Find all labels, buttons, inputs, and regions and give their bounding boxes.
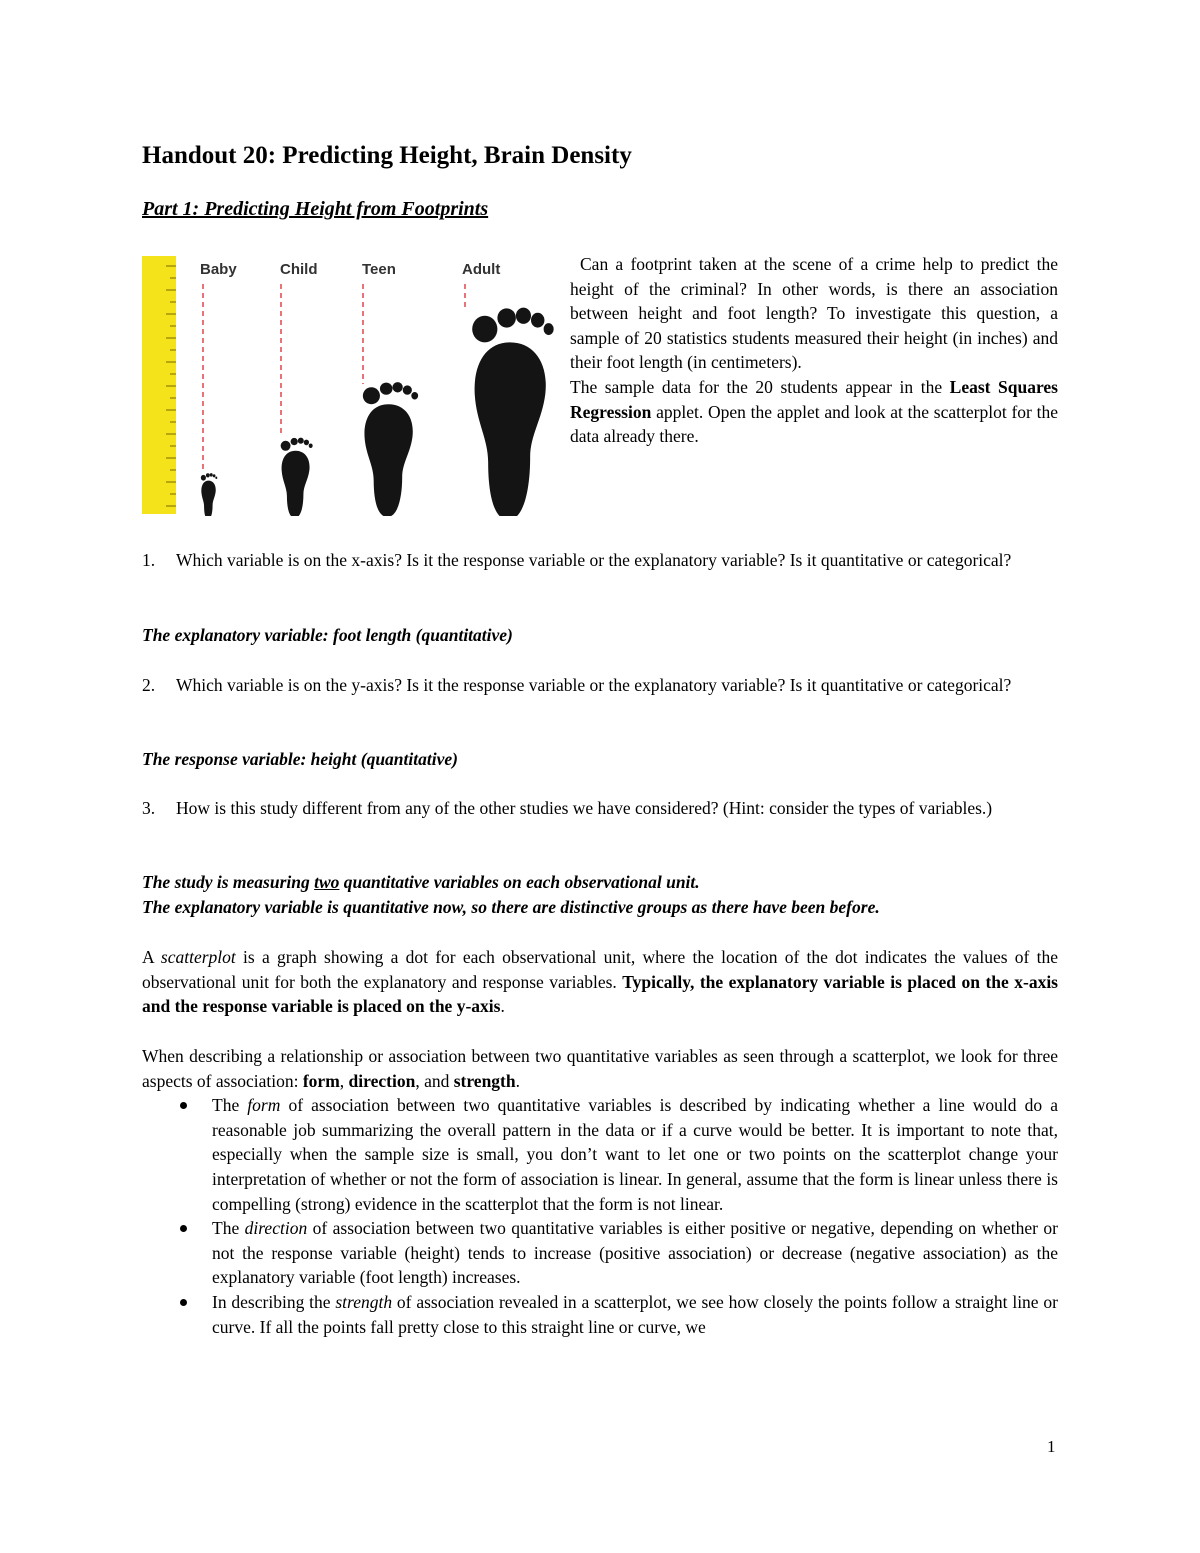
bullet-direction-b: of association between two quantitative variables is either positive or negative, depending on whether or not the response variable (height) tends to increase (positive association) or decrease (negative association) as the explanatory variable (foot length) increases. xyxy=(212,1218,1058,1288)
association-bullet-list xyxy=(142,1093,1058,1339)
question-3 xyxy=(142,796,1058,821)
bullet-direction-text xyxy=(212,1216,1058,1290)
part1-heading: Part 1: Predicting Height from Footprints xyxy=(142,198,489,220)
sep-end: . xyxy=(515,1070,520,1091)
scatterplot-definition xyxy=(142,945,1058,1019)
bullet-icon xyxy=(142,1093,212,1216)
bullet-form xyxy=(142,1093,1058,1216)
bullet-direction-a: The xyxy=(212,1218,245,1239)
label-adult: Adult xyxy=(462,261,501,278)
bullet-strength-text xyxy=(212,1290,1058,1339)
scatter-bold-text: Typically, the explanatory variable is placed on the x-axis and the response variable is placed on the y-axis xyxy=(142,971,1058,1017)
association-section xyxy=(142,1044,1058,1339)
term-direction: direction xyxy=(348,1070,416,1091)
bullet-strength xyxy=(142,1290,1058,1339)
child-footprint xyxy=(281,438,313,516)
question-2-number: 2. xyxy=(142,675,156,695)
page-number: 1 xyxy=(1047,1437,1056,1456)
bullet-form-term: form xyxy=(247,1095,281,1116)
answer-3-line-1 xyxy=(142,870,1058,895)
bullet-form-text xyxy=(212,1093,1058,1216)
teen-footprint xyxy=(363,382,418,516)
ruler xyxy=(142,256,176,514)
scatterplot-term: scatterplot xyxy=(160,947,236,967)
intro-paragraph xyxy=(570,252,1058,449)
bullet-direction-term: direction xyxy=(244,1218,308,1239)
bullet-direction xyxy=(142,1216,1058,1290)
adult-footprint xyxy=(472,308,553,516)
answer-3 xyxy=(142,870,1058,919)
intro-text-1: Can a footprint taken at the scene of a crime help to predict the height of the criminal? In other words, is there an association between height and foot length? To investigate this question, a sample of 20 statistics students measured their height (in inches) and their foot length (in centimeters). xyxy=(570,254,1058,373)
answer-3-line-2: The explanatory variable is quantitative now, so there are distinctive groups as there have been before. xyxy=(142,896,880,917)
question-1 xyxy=(142,548,1058,573)
term-form: form xyxy=(302,1070,340,1091)
question-3-text: How is this study different from any of the other studies we have considered? (Hint: consider the types of variables.) xyxy=(176,798,993,818)
bullet-strength-term: strength xyxy=(335,1291,393,1312)
page-title: Handout 20: Predicting Height, Brain Density xyxy=(142,142,632,169)
sep-2: , and xyxy=(415,1070,454,1091)
bullet-form-a: The xyxy=(212,1095,248,1116)
baby-footprint xyxy=(201,473,217,516)
question-2-text: Which variable is on the y-axis? Is it the response variable or the explanatory variable? Is it quantitative or categorical? xyxy=(176,675,1012,695)
bullet-strength-a: In describing the xyxy=(212,1291,336,1312)
bullet-strength-b: of association revealed in a scatterplot, we see how closely the points follow a straight line or curve. If all the points fall pretty close to this straight line or curve, we xyxy=(212,1291,1058,1337)
bullet-icon xyxy=(142,1216,212,1290)
label-child: Child xyxy=(280,261,318,278)
question-2 xyxy=(142,673,1058,698)
applet-name: Least Squares Regression xyxy=(570,376,1058,422)
label-teen: Teen xyxy=(362,261,396,278)
intro-text-2b: applet. Open the applet and look at the scatterplot for the data already there. xyxy=(570,401,1058,447)
answer-3-line-1b: quantitative variables on each observational unit. xyxy=(339,872,700,892)
label-baby: Baby xyxy=(200,261,237,278)
answer-1: The explanatory variable: foot length (quantitative) xyxy=(142,625,513,645)
question-3-number: 3. xyxy=(142,798,156,818)
association-text-a: When describing a relationship or association between two quantitative variables as seen through a scatterplot, we look for three aspects of association: xyxy=(142,1046,1058,1091)
answer-3-underlined: two xyxy=(314,872,340,892)
answer-3-line-1a: The study is measuring xyxy=(142,872,315,892)
scatter-text-c: . xyxy=(500,996,505,1017)
footprints-illustration xyxy=(142,254,558,516)
bullet-icon xyxy=(142,1290,212,1339)
question-1-number: 1. xyxy=(142,550,156,570)
association-intro xyxy=(142,1044,1058,1093)
intro-text-2 xyxy=(570,375,1058,449)
intro-text-2a: The sample data for the 20 students appear in the xyxy=(570,376,950,397)
answer-2: The response variable: height (quantitative) xyxy=(142,749,458,769)
question-1-text: Which variable is on the x-axis? Is it the response variable or the explanatory variable? Is it quantitative or categorical? xyxy=(176,550,1012,570)
bullet-form-b: of association between two quantitative variables is described by indicating whether a line would do a reasonable job summarizing the overall pattern in the data or if a curve would be better. It is important to note that, especially when the sample size is small, you don’t want to let one or two points on the scatterplot change your interpretation of whether or not the form of association is linear. In general, assume that the form is linear unless there is compelling (strong) evidence in the scatterplot that the form is not linear. xyxy=(212,1095,1058,1214)
scatter-text-a: A xyxy=(142,947,161,967)
term-strength: strength xyxy=(453,1070,516,1091)
scatter-text-b: is a graph showing a dot for each observational unit, where the location of the dot indicates the values of the observational unit for both the explanatory and response variables. xyxy=(142,947,1058,992)
sep-1: , xyxy=(339,1070,349,1091)
